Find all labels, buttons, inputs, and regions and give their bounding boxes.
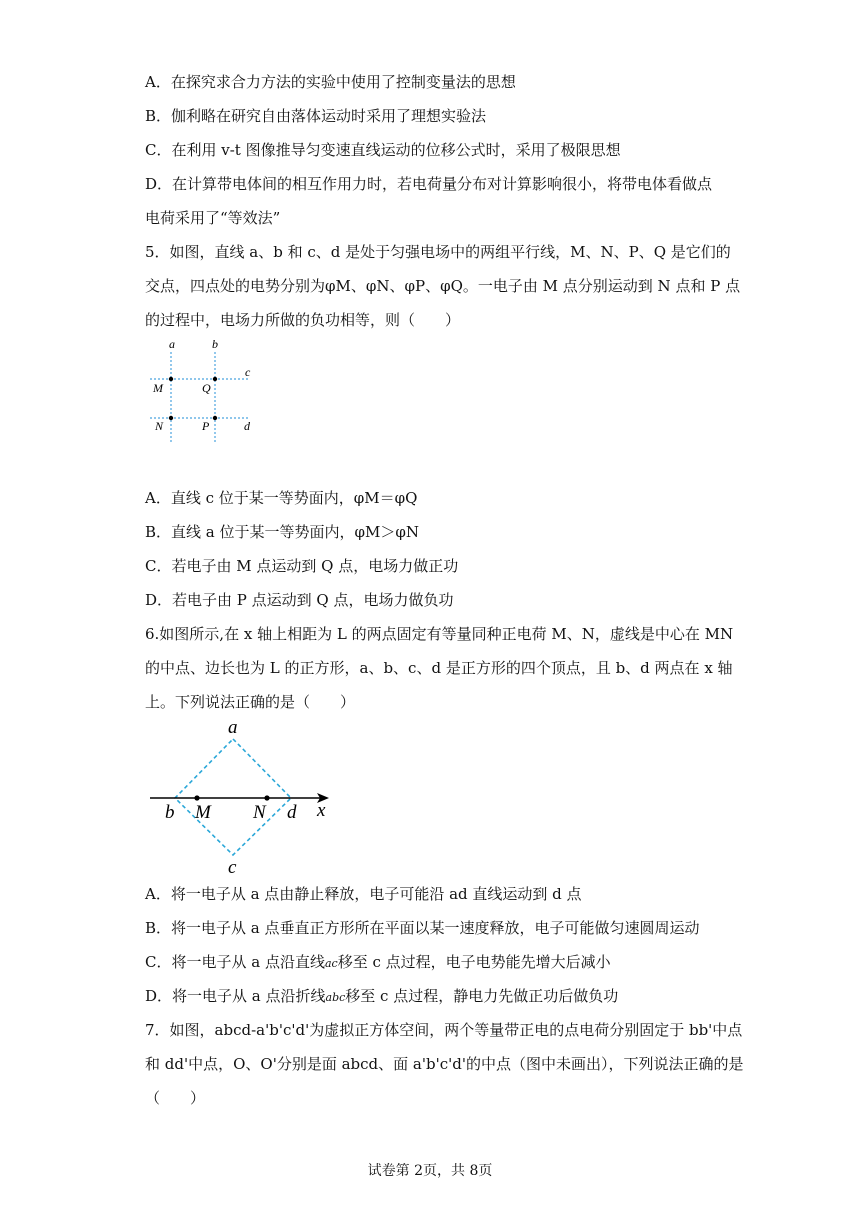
q7-stem-line2: 和 dd'中点，O、O'分别是面 abcd、面 a'b'c'd'的中点（图中未画出），下列说法正确的是 bbox=[145, 1055, 744, 1073]
q6-option-d bbox=[145, 986, 618, 1008]
q7-stem-line3: （ ） bbox=[145, 1089, 206, 1107]
q5-stem-line2: 交点，四点处的电势分别为φM、φN、φP、φQ。一电子由 M 点分别运动到 N 点和 P 点 bbox=[145, 277, 741, 295]
q6-option-c-line-ac: ac bbox=[324, 957, 338, 970]
q4-option-c: C．在利用 v-t 图像推导匀变速直线运动的位移公式时，采用了极限思想 bbox=[145, 141, 621, 159]
page-footer: 试卷第 2页，共 8页 bbox=[367, 1163, 493, 1179]
q5-point-n bbox=[169, 416, 173, 420]
q6-option-c-post: 移至 c 点过程，电子电势能先增大后减小 bbox=[337, 953, 611, 971]
q6-figure bbox=[145, 715, 345, 875]
q7-stem-line1: 7．如图，abcd-a'b'c'd'为虚拟正方体空间，两个等量带正电的点电荷分别固定于 bb'中点 bbox=[145, 1021, 743, 1039]
q5-label-c: c bbox=[245, 365, 251, 379]
q5-label-d: d bbox=[244, 419, 250, 433]
q6-option-d-pre: D．将一电子从 a 点沿折线 bbox=[145, 987, 326, 1005]
q5-option-c: C．若电子由 M 点运动到 Q 点，电场力做正功 bbox=[145, 557, 459, 575]
q6-option-c-pre: C．将一电子从 a 点沿直线 bbox=[145, 953, 325, 971]
q5-label-n: N bbox=[155, 419, 164, 433]
q6-option-c bbox=[145, 952, 611, 974]
q6-label-n: N bbox=[253, 802, 266, 823]
q4-option-d-line1: D．在计算带电体间的相互作用力时，若电荷量分布对计算影响很小，将带电体看做点 bbox=[145, 175, 713, 193]
q5-label-q: Q bbox=[202, 381, 211, 395]
q6-charge-n bbox=[264, 795, 269, 800]
q6-option-b: B．将一电子从 a 点垂直正方形所在平面以某一速度释放，电子可能做匀速圆周运动 bbox=[145, 919, 700, 937]
q6-label-d: d bbox=[287, 802, 297, 823]
q5-label-b: b bbox=[212, 338, 218, 351]
q4-option-a: A．在探究求合力方法的实验中使用了控制变量法的思想 bbox=[145, 73, 516, 91]
q6-option-d-post: 移至 c 点过程，静电力先做正功后做负功 bbox=[345, 987, 619, 1005]
q6-label-c: c bbox=[228, 857, 237, 875]
q6-square bbox=[175, 739, 291, 855]
q5-stem-line3: 的过程中，电场力所做的负功相等，则（ ） bbox=[145, 311, 461, 329]
q4-option-b: B．伽利略在研究自由落体运动时采用了理想实验法 bbox=[145, 107, 487, 125]
q5-option-d: D．若电子由 P 点运动到 Q 点，电场力做负功 bbox=[145, 591, 454, 609]
q5-stem-line1: 5．如图，直线 a、b 和 c、d 是处于匀强电场中的两组平行线，M、N、P、Q 是它们的 bbox=[145, 243, 731, 261]
q5-figure bbox=[145, 338, 275, 448]
q6-stem-line3: 上。下列说法正确的是（ ） bbox=[145, 693, 356, 711]
q5-point-m bbox=[169, 377, 173, 381]
q5-option-b: B．直线 a 位于某一等势面内，φM＞φN bbox=[145, 523, 419, 541]
q5-point-q bbox=[213, 377, 217, 381]
q6-option-d-line-abc: abc bbox=[325, 991, 346, 1004]
q6-charge-m bbox=[194, 795, 199, 800]
q6-label-x: x bbox=[317, 800, 326, 821]
q6-option-a: A．将一电子从 a 点由静止释放，电子可能沿 ad 直线运动到 d 点 bbox=[145, 885, 582, 903]
q5-label-p: P bbox=[202, 419, 210, 433]
q5-point-p bbox=[213, 416, 217, 420]
q5-label-a: a bbox=[169, 338, 175, 351]
q6-label-b: b bbox=[165, 802, 175, 823]
q6-label-m: M bbox=[195, 802, 211, 823]
q5-option-a: A．直线 c 位于某一等势面内，φM＝φQ bbox=[145, 489, 418, 507]
q6-label-a: a bbox=[228, 717, 238, 738]
q4-option-d-line2: 电荷采用了“等效法” bbox=[145, 209, 281, 227]
q6-stem-line1: 6.如图所示,在 x 轴上相距为 L 的两点固定有等量同种正电荷 M、N，虚线是中心在 MN bbox=[145, 625, 734, 643]
q5-label-m: M bbox=[153, 381, 163, 395]
q6-stem-line2: 的中点、边长也为 L 的正方形，a、b、c、d 是正方形的四个顶点，且 b、d 两点在 x 轴 bbox=[145, 659, 733, 677]
